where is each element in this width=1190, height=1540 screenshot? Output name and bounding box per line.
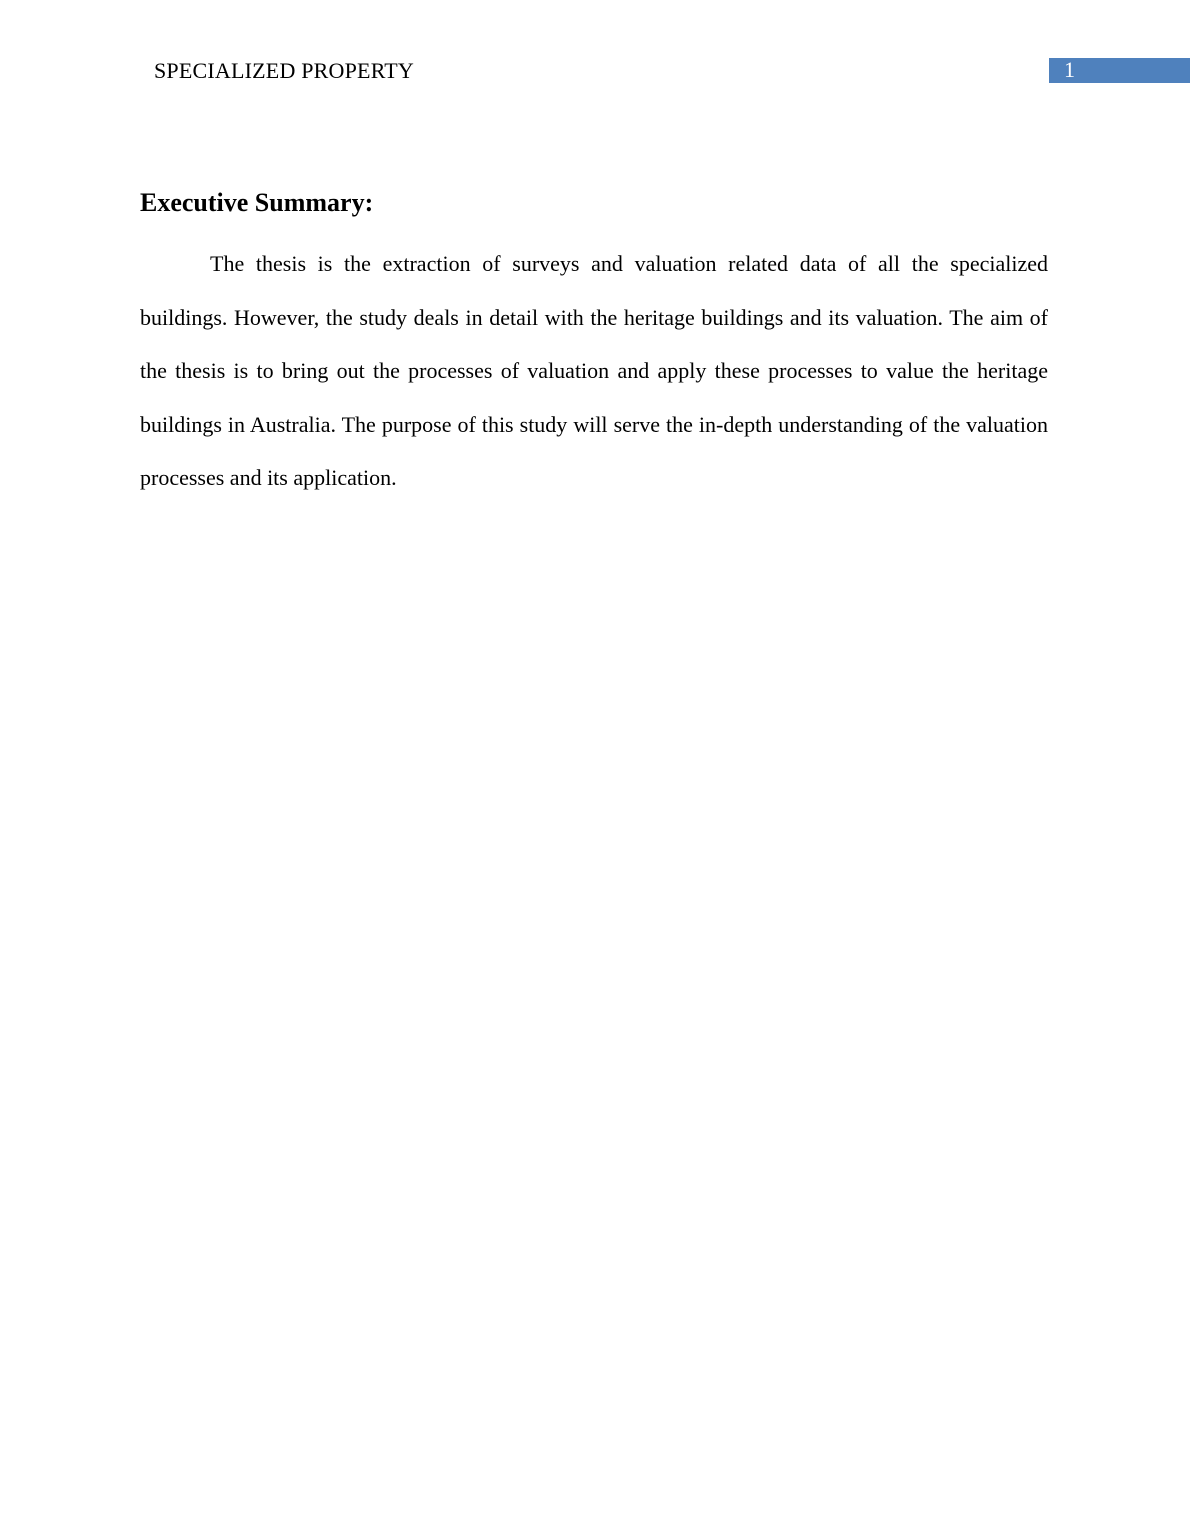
running-head: SPECIALIZED PROPERTY [154, 58, 414, 83]
executive-summary-paragraph: The thesis is the extraction of surveys and valuation related data of all the specialized buildings. However, the study deals in detail with the heritage buildings and its valuation. The aim of the thesis is to bring out the processes of valuation and apply these processes to value the heritage buildings in Australia. The purpose of this study will serve the in-depth understanding of the valuation processes and its application. [140, 251, 1048, 491]
page-number-badge [1049, 58, 1190, 83]
page-number: 1 [1064, 57, 1075, 82]
section-title: Executive Summary: [140, 188, 374, 217]
